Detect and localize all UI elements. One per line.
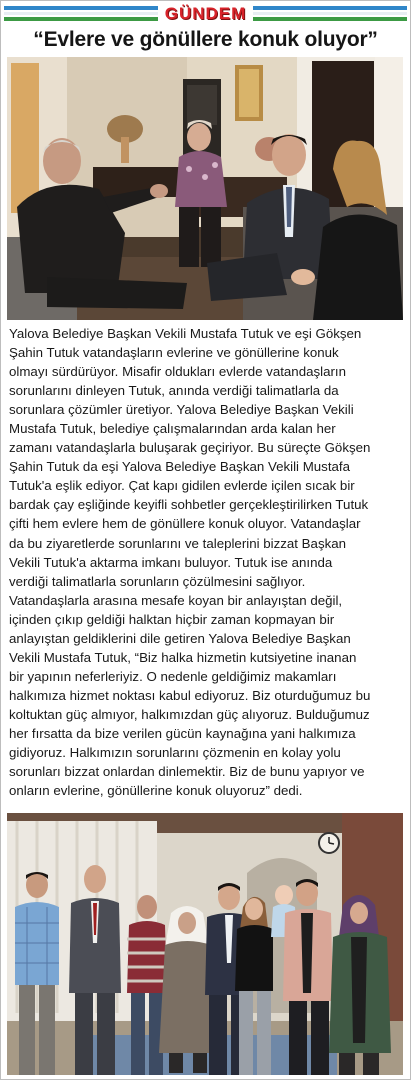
article-line: Yalova Belediye Başkan Vekili Mustafa Tutuk ve eşi Gökşen: [9, 326, 362, 341]
article-line: Vekili Mustafa Tutuk, “Biz halka hizmetin kutsiyetine inanan: [9, 649, 357, 665]
article-line: onların evlerine, gönüllerine konuk oluyoruz” dedi.: [9, 783, 303, 799]
article-line: Şahin Tutuk vatandaşların evlerine ve gönüllerine konuk: [9, 345, 339, 361]
article-line: gidiyoruz. Halkımızın sorunlarını çözmenin en kolay yolu: [9, 745, 341, 761]
article-line: Şahin Tutuk da eşi Yalova Belediye Başkan Vekili Mustafa: [9, 459, 350, 475]
article-line: olmayı sürdürüyor. Misafir oldukları evlerde vatandaşların: [9, 364, 347, 380]
photo-group-standing: [7, 813, 403, 1075]
article-line: Vatandaşlarla arasına mesafe koyan bir anlayıştan değil,: [9, 592, 343, 608]
article-line: içinden çıkıp geldiği halktan hiçbir zaman kopmayan bir: [9, 611, 335, 627]
article-line: sorunlarını dinleyen Tutuk, anında verdiği talimatlarla da: [9, 383, 339, 399]
photo-living-room-visit: [7, 57, 403, 320]
section-label: GÜNDEM: [158, 4, 254, 24]
article-line: halkımıza hizmet noktası kabul ediyoruz. Biz oturduğumuz bu: [9, 687, 371, 703]
article-line: Tutuk'a eşlik ediyor. Çat kapı gidilen evlerde içilen sıcak bir: [9, 478, 355, 494]
headline: “Evlere ve gönüllere konuk oluyor”: [33, 28, 378, 51]
article-line: da bu ziyaretlerde sorunlarını ve taleplerini bizzat Başkan: [9, 535, 347, 551]
article-line: zamanı vatandaşlarla buluşarak geçiriyor. Bu süreçte Gökşen: [9, 440, 371, 456]
article-body: [9, 324, 403, 800]
article-line: çifti hem evlere hem de gönüllere konuk oluyor. Vatandaşlar: [9, 516, 361, 532]
section-banner: [4, 4, 407, 24]
article-line: sorunlara çözümler üretiyor. Yalova Belediye Başkan Vekili: [9, 402, 354, 418]
article-line: bardak çay eşliğinde keyifli sohbetler gerçekleştirilirken Tutuk: [9, 497, 369, 513]
article-line: her fırsatta da bize verilen gücün kaynağına yani halkımıza: [9, 725, 356, 741]
article-line: bir yapının neferleriyiz. O nedenle geldiğimiz makamları: [9, 668, 337, 684]
article-line: Mustafa Tutuk, belediye çalışmalarından arda kalan her: [9, 421, 336, 437]
article-line: koltuktan güç almıyor, halkımızdan güç alıyoruz. Bulduğumuz: [9, 706, 370, 722]
article-line: sorunları bizzat onlardan dinlemektir. Biz de bunu yapıyor ve: [9, 764, 365, 780]
article-line: Vekili Tutuk'a aktarma imkanı buluyor. Tutuk ise anında: [9, 554, 333, 570]
article-line: anlayıştan geldiklerini dile getiren Yalova Belediye Başkan: [9, 630, 351, 646]
article-line: verdiği talimatlarla sorunların çözülmesini sağlıyor.: [9, 573, 306, 589]
